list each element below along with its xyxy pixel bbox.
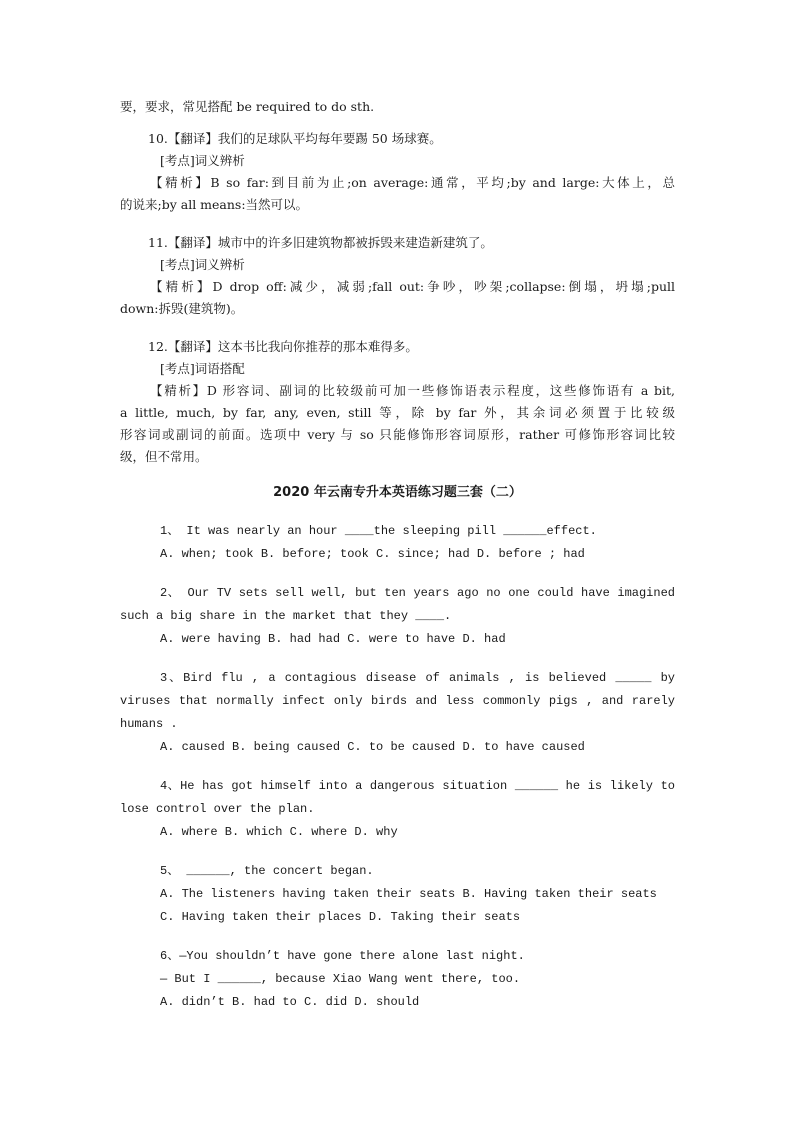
question-stem: 5、 ______, the concert began. — [160, 864, 374, 878]
answer-10-analysis-cont: 的说来;by all means:当然可以。 — [120, 197, 309, 212]
answer-11 — [120, 232, 675, 320]
answer-11-analysis: 【精析】D drop off:减少，减弱;fall out:争吵，吵架;collapse:倒塌，坍塌;pull — [150, 279, 675, 294]
question-item — [120, 860, 675, 929]
answer-10-translation: 10.【翻译】我们的足球队平均每年要踢 50 场球赛。 — [148, 131, 442, 146]
answer-11-point: [考点]词义辨析 — [160, 257, 245, 272]
answer-10 — [120, 128, 675, 216]
answer-12 — [120, 336, 675, 468]
question-stem-cont: such a big share in the market that they ____. — [120, 609, 452, 623]
question-list — [120, 520, 675, 1014]
answer-10-point: [考点]词义辨析 — [160, 153, 245, 168]
question-stem-cont: — But I ______, because Xiao Wang went there, too. — [160, 972, 521, 986]
question-options: A. caused B. being caused C. to be caused D. to have caused — [160, 740, 585, 754]
document-page — [120, 96, 675, 1030]
answer-11-translation: 11.【翻译】城市中的许多旧建筑物都被拆毁来建造新建筑了。 — [148, 235, 493, 250]
question-stem-cont: lose control over the plan. — [120, 802, 315, 816]
answer-9-continuation: 要，要求，常见搭配 be required to do sth. — [120, 99, 375, 114]
answer-12-translation: 12.【翻译】这本书比我向你推荐的那本难得多。 — [148, 339, 418, 354]
question-options: A. where B. which C. where D. why — [160, 825, 398, 839]
question-stem: 1、 It was nearly an hour ____the sleeping pill ______effect. — [160, 524, 597, 538]
answer-12-analysis-cont: a little, much, by far, any, even, still 等，除 by far 外，其余词必须置于比较级 — [120, 405, 675, 420]
section-title: 2020 年云南专升本英语练习题三套（二） — [273, 485, 522, 500]
answer-11-analysis-cont: down:拆毁(建筑物)。 — [120, 301, 244, 316]
answer-12-analysis-cont: 级，但不常用。 — [120, 449, 208, 464]
question-options: A. didn’t B. had to C. did D. should — [160, 995, 420, 1009]
question-stem-cont: viruses that normally infect only birds and less commonly pigs , and rarely — [120, 694, 675, 708]
question-item — [120, 520, 675, 566]
question-stem: 2、 Our TV sets sell well, but ten years ago no one could have imagined — [160, 586, 675, 600]
question-stem: 6、—You shouldn’t have gone there alone last night. — [160, 949, 525, 963]
question-item — [120, 582, 675, 651]
question-item — [120, 775, 675, 844]
question-stem-cont: humans . — [120, 717, 178, 731]
question-options: C. Having taken their places D. Taking their seats — [160, 910, 521, 924]
answer-10-analysis: 【精析】B so far:到目前为止;on average:通常，平均;by and large:大体上，总 — [150, 175, 675, 190]
question-options: A. were having B. had had C. were to have D. had — [160, 632, 506, 646]
question-item — [120, 945, 675, 1014]
question-options: A. The listeners having taken their seats B. Having taken their seats — [160, 887, 657, 901]
question-stem: 3、Bird flu , a contagious disease of animals , is believed _____ by — [160, 671, 675, 685]
question-stem: 4、He has got himself into a dangerous situation ______ he is likely to — [160, 779, 675, 793]
question-options: A. when; took B. before; took C. since; had D. before ; had — [160, 547, 585, 561]
answer-12-analysis: 【精析】D 形容词、副词的比较级前可加一些修饰语表示程度，这些修饰语有 a bit, — [150, 383, 675, 398]
question-item — [120, 667, 675, 759]
answer-12-analysis-cont: 形容词或副词的前面。选项中 very 与 so 只能修饰形容词原形，rather 可修饰形容词比较 — [120, 427, 675, 442]
answer-12-point: [考点]词语搭配 — [160, 361, 245, 376]
